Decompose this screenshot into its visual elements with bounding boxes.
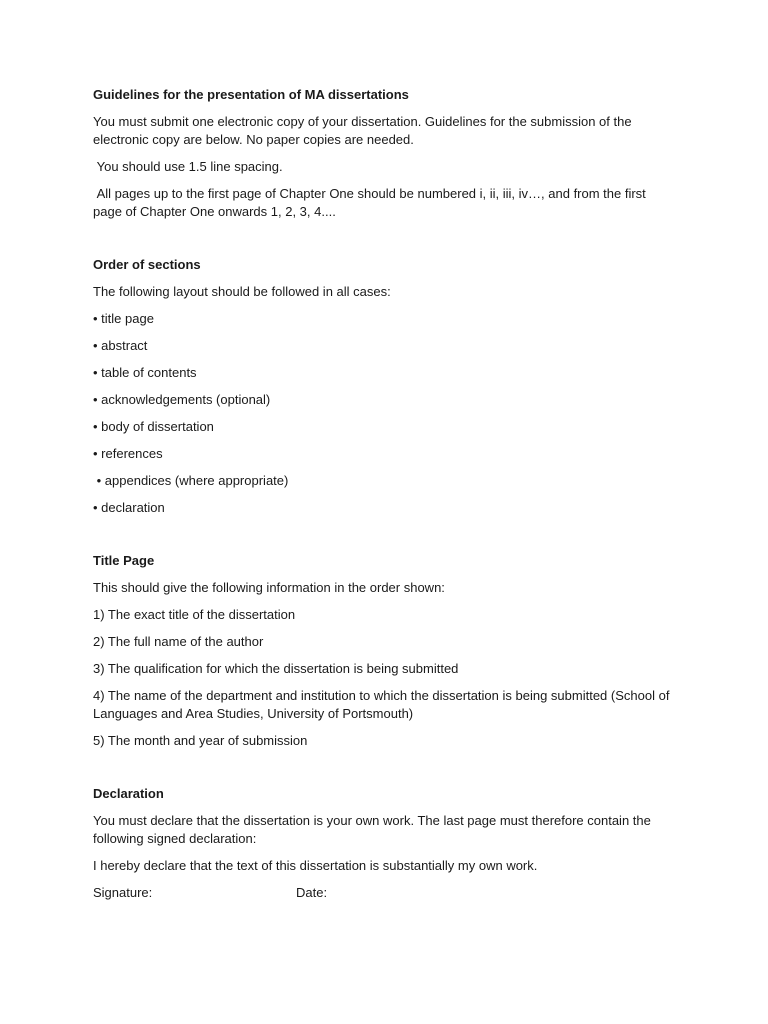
list-item: • table of contents bbox=[93, 365, 197, 380]
list-item: • body of dissertation bbox=[93, 419, 214, 434]
order-list bbox=[93, 310, 678, 517]
title-page-lead: This should give the following information in the order shown: bbox=[93, 580, 445, 595]
declaration-lead: You must declare that the dissertation is your own work. The last page must therefore contain the following signed declaration: bbox=[93, 813, 651, 846]
intro-paragraph-1: You must submit one electronic copy of your dissertation. Guidelines for the submission of the electronic copy are below. No paper copies are needed. bbox=[93, 114, 632, 147]
list-item: • abstract bbox=[93, 338, 148, 353]
intro-paragraph-2: You should use 1.5 line spacing. bbox=[93, 159, 283, 174]
list-item: 1) The exact title of the dissertation bbox=[93, 607, 296, 622]
list-item: 2) The full name of the author bbox=[93, 634, 264, 649]
title-page-heading: Title Page bbox=[93, 553, 155, 568]
declaration-heading: Declaration bbox=[93, 786, 164, 801]
list-item: 3) The qualification for which the dissertation is being submitted bbox=[93, 661, 459, 676]
list-item: • references bbox=[93, 446, 163, 461]
date-label: Date: bbox=[296, 885, 328, 900]
list-item: • title page bbox=[93, 311, 154, 326]
intro-paragraph-3: All pages up to the first page of Chapter One should be numbered i, ii, iii, iv…, and from the first page of Chapter One onwards 1, 2, 3, 4.... bbox=[93, 186, 650, 219]
order-lead: The following layout should be followed in all cases: bbox=[93, 284, 391, 299]
signature-label: Signature: bbox=[93, 885, 153, 900]
order-heading: Order of sections bbox=[93, 257, 201, 272]
list-item: • declaration bbox=[93, 500, 165, 515]
list-item: • appendices (where appropriate) bbox=[93, 473, 289, 488]
document-page bbox=[93, 86, 678, 902]
list-item: • acknowledgements (optional) bbox=[93, 392, 271, 407]
list-item: 4) The name of the department and institution to which the dissertation is being submitted (School of Languages and Area Studies, University of Portsmouth) bbox=[93, 688, 670, 721]
title-page-list bbox=[93, 606, 678, 750]
signature-row bbox=[93, 884, 678, 902]
list-item: 5) The month and year of submission bbox=[93, 733, 308, 748]
document-title: Guidelines for the presentation of MA dissertations bbox=[93, 87, 409, 102]
declaration-statement: I hereby declare that the text of this dissertation is substantially my own work. bbox=[93, 858, 538, 873]
